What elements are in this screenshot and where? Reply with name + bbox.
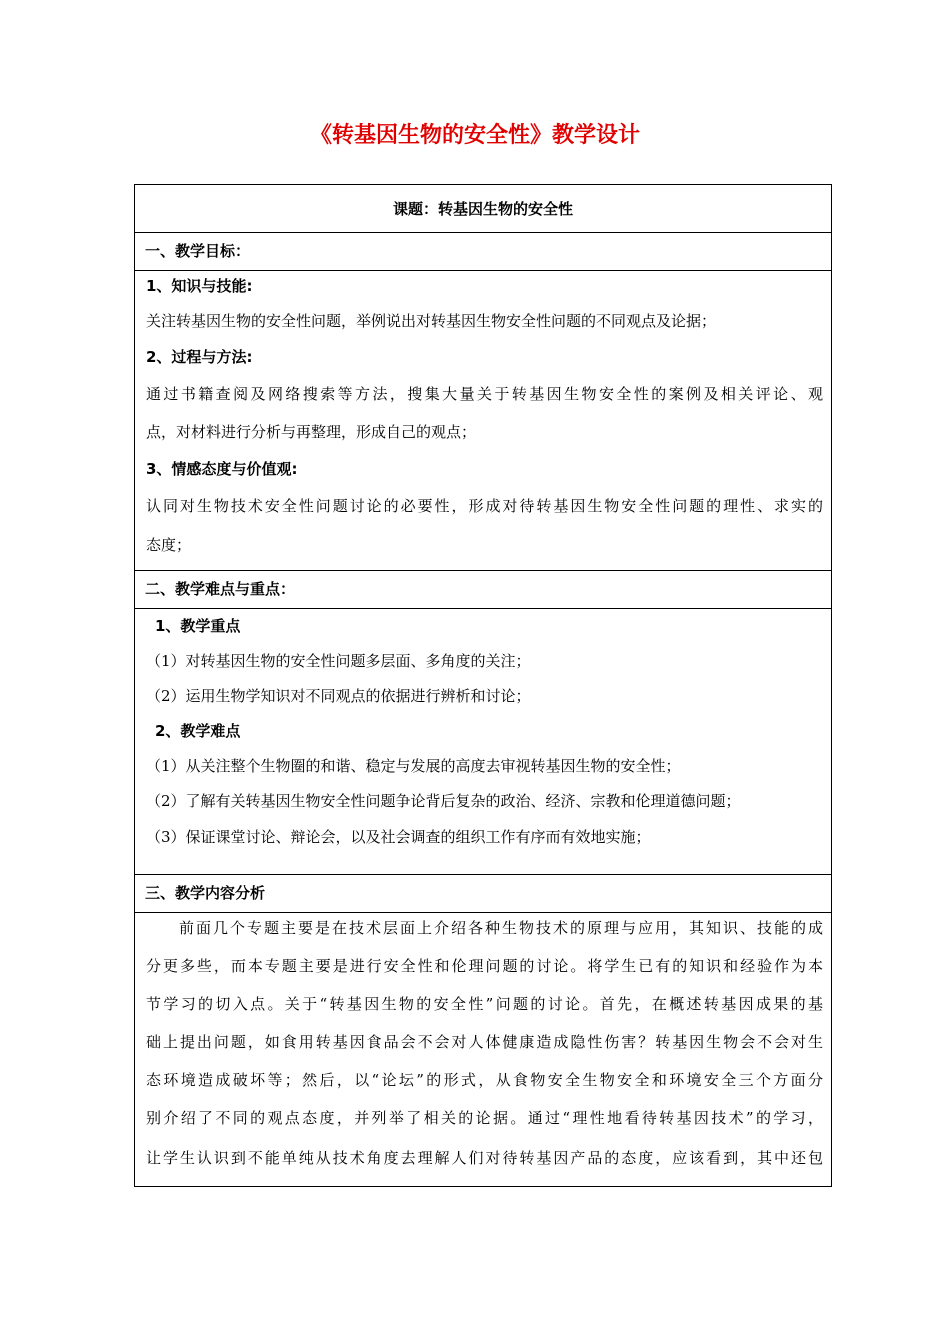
- paragraph-line: 节学习的切入点。关于“转基因生物的安全性”问题的讨论。首先，在概述转基因成果的基: [146, 995, 823, 1013]
- subheading: 1、教学重点: [155, 617, 241, 635]
- subheading: 2、教学难点: [155, 722, 241, 740]
- text-line: 关注转基因生物的安全性问题，举例说出对转基因生物安全性问题的不同观点及论据；: [146, 312, 717, 330]
- text-line: 点，对材料进行分析与再整理，形成自己的观点；: [146, 423, 477, 441]
- section-heading-key-points: [135, 571, 831, 609]
- text-line: 通过书籍查阅及网络搜索等方法，搜集大量关于转基因生物安全性的案例及相关评论、观: [146, 385, 823, 403]
- section-heading-goals: [135, 233, 831, 271]
- document-title: 《转基因生物的安全性》教学设计: [309, 123, 640, 148]
- paragraph-line: 别介绍了不同的观点态度，并列举了相关的论据。通过“理性地看待转基因技术”的学习，: [146, 1109, 823, 1127]
- topic-row: [135, 185, 831, 233]
- paragraph-line: 前面几个专题主要是在技术层面上介绍各种生物技术的原理与应用，其知识、技能的成: [179, 919, 823, 937]
- paragraph-line: 础上提出问题，如食用转基因食品会不会对人体健康造成隐性伤害？转基因生物会不会对生: [146, 1033, 823, 1051]
- paragraph-line: 让学生认识到不能单纯从技术角度去理解人们对待转基因产品的态度，应该看到，其中还包: [146, 1149, 823, 1167]
- text-line: （2）运用生物学知识对不同观点的依据进行辨析和讨论；: [146, 687, 531, 705]
- text-line: 认同对生物技术安全性问题讨论的必要性，形成对待转基因生物安全性问题的理性、求实的: [146, 497, 823, 515]
- text-line: （1）对转基因生物的安全性问题多层面、多角度的关注；: [146, 652, 531, 670]
- section-body-content-analysis: [135, 913, 831, 1186]
- paragraph-line: 分更多些，而本专题主要是进行安全性和伦理问题的讨论。将学生已有的知识和经验作为本: [146, 957, 823, 975]
- topic-label: 课题：转基因生物的安全性: [392, 200, 573, 218]
- section-title: 三、教学内容分析: [145, 884, 266, 902]
- text-line: （1）从关注整个生物圈的和谐、稳定与发展的高度去审视转基因生物的安全性；: [146, 757, 681, 775]
- text-line: 态度；: [146, 536, 192, 554]
- subheading: 2、过程与方法:: [146, 348, 253, 366]
- lesson-plan-table: [134, 184, 832, 1187]
- section-heading-content-analysis: [135, 875, 831, 913]
- section-title: 二、教学难点与重点：: [145, 580, 296, 598]
- paragraph-line: 态环境造成破坏等；然后，以“论坛”的形式，从食物安全生物安全和环境安全三个方面分: [146, 1071, 823, 1089]
- subheading: 3、情感态度与价值观:: [146, 460, 298, 478]
- section-body-key-points: [135, 609, 831, 875]
- text-line: （2）了解有关转基因生物安全性问题争论背后复杂的政治、经济、宗教和伦理道德问题；: [146, 792, 741, 810]
- section-body-goals: [135, 271, 831, 571]
- section-title: 一、教学目标：: [145, 242, 251, 260]
- text-line: （3）保证课堂讨论、辩论会，以及社会调查的组织工作有序而有效地实施；: [146, 828, 651, 846]
- subheading: 1、知识与技能:: [146, 277, 253, 295]
